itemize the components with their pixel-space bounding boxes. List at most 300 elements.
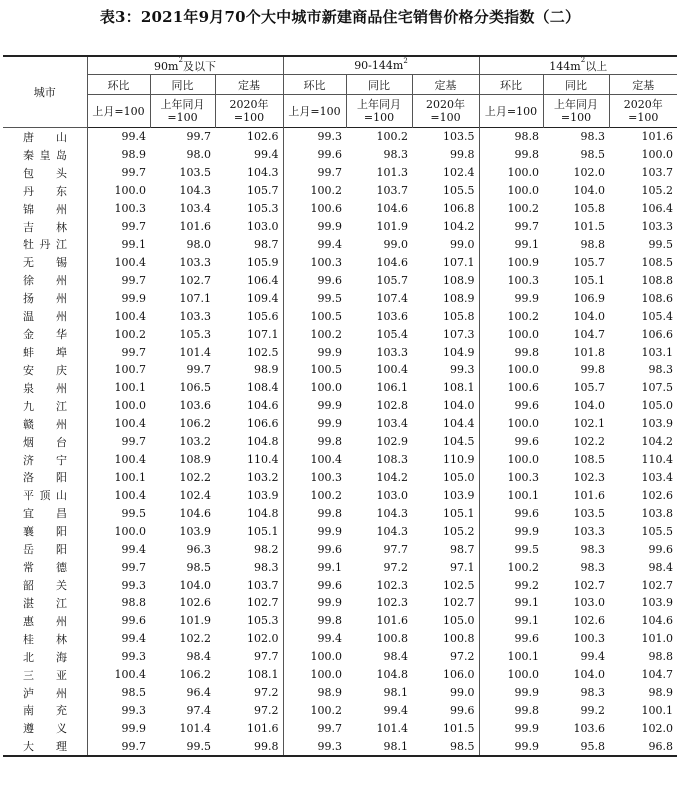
table-row <box>3 558 677 576</box>
table-row <box>3 469 677 487</box>
table-row <box>3 146 677 164</box>
value-cell: 99.7 <box>186 363 211 377</box>
value-cell: 103.4 <box>641 470 673 484</box>
value-cell: 99.8 <box>514 148 539 162</box>
value-cell: 105.3 <box>215 200 283 218</box>
value-cell: 98.8 <box>121 596 146 610</box>
city-cell <box>3 236 87 254</box>
value-cell: 100.2 <box>346 128 412 146</box>
value-cell: 102.0 <box>573 166 605 180</box>
city-cell <box>3 182 87 200</box>
city-name: 济宁 <box>23 453 67 467</box>
city-name: 岳阳 <box>23 543 67 557</box>
value-cell: 98.8 <box>479 128 543 146</box>
value-cell: 102.7 <box>412 594 479 612</box>
value-cell: 104.8 <box>376 668 408 682</box>
value-cell: 99.6 <box>317 542 342 556</box>
value-cell: 99.7 <box>121 273 146 287</box>
city-name: 南充 <box>23 704 67 718</box>
value-cell: 105.5 <box>412 182 479 200</box>
value-cell: 100.2 <box>507 560 539 574</box>
base-header: 上月=100 <box>283 95 346 128</box>
value-cell: 100.0 <box>641 148 673 162</box>
value-cell: 102.5 <box>412 576 479 594</box>
value-cell: 99.5 <box>186 739 211 753</box>
city-name: 湛江 <box>23 596 67 610</box>
value-cell: 102.1 <box>573 417 605 431</box>
value-cell: 99.6 <box>317 148 342 162</box>
value-cell: 99.6 <box>121 614 146 628</box>
value-cell: 103.2 <box>179 435 211 449</box>
sub-header: 定基 <box>412 75 479 95</box>
value-cell: 98.3 <box>580 560 605 574</box>
value-cell: 104.3 <box>179 184 211 198</box>
value-cell: 104.6 <box>376 202 408 216</box>
city-name: 牡丹江 <box>23 238 67 252</box>
table-row <box>3 540 677 558</box>
value-cell: 105.7 <box>573 255 605 269</box>
value-cell: 103.9 <box>215 486 283 504</box>
value-cell: 98.1 <box>383 686 408 700</box>
table-row <box>3 702 677 720</box>
value-cell: 99.6 <box>514 632 539 646</box>
value-cell: 109.4 <box>215 289 283 307</box>
value-cell: 104.2 <box>412 218 479 236</box>
value-cell: 99.9 <box>317 220 342 234</box>
value-cell: 105.3 <box>215 612 283 630</box>
value-cell: 99.7 <box>121 435 146 449</box>
city-cell <box>3 128 87 146</box>
value-cell: 98.0 <box>186 237 211 251</box>
value-cell: 99.9 <box>514 291 539 305</box>
value-cell: 100.0 <box>507 184 539 198</box>
value-cell: 100.7 <box>114 363 146 377</box>
value-cell: 100.4 <box>114 453 146 467</box>
city-cell <box>3 200 87 218</box>
city-cell <box>3 343 87 361</box>
table-row <box>3 451 677 469</box>
value-cell: 106.0 <box>412 666 479 684</box>
value-cell: 99.1 <box>514 596 539 610</box>
city-cell <box>3 719 87 737</box>
value-cell: 103.0 <box>376 488 408 502</box>
city-cell <box>3 594 87 612</box>
value-cell: 99.3 <box>317 739 342 753</box>
value-cell: 99.8 <box>215 737 283 756</box>
table-row <box>3 737 677 756</box>
value-cell: 100.8 <box>412 630 479 648</box>
city-cell <box>3 289 87 307</box>
value-cell: 99.7 <box>121 739 146 753</box>
value-cell: 100.4 <box>114 417 146 431</box>
value-cell: 99.9 <box>317 524 342 538</box>
table-row <box>3 612 677 630</box>
value-cell: 100.0 <box>507 363 539 377</box>
value-cell: 108.5 <box>573 453 605 467</box>
value-cell: 108.9 <box>412 289 479 307</box>
value-cell: 100.2 <box>310 488 342 502</box>
value-cell: 103.9 <box>412 486 479 504</box>
sub-header: 同比 <box>346 75 412 95</box>
city-cell <box>3 146 87 164</box>
value-cell: 104.2 <box>376 470 408 484</box>
value-cell: 100.0 <box>507 327 539 341</box>
value-cell: 103.0 <box>573 596 605 610</box>
value-cell: 100.1 <box>114 381 146 395</box>
base-header: 上年同月=100 <box>150 95 215 128</box>
value-cell: 97.2 <box>412 648 479 666</box>
base-header: 2020年=100 <box>215 95 283 128</box>
city-cell <box>3 576 87 594</box>
value-cell: 102.9 <box>376 435 408 449</box>
table-row <box>3 684 677 702</box>
table-row <box>3 379 677 397</box>
value-cell: 100.3 <box>507 273 539 287</box>
value-cell: 103.3 <box>179 309 211 323</box>
value-cell: 99.4 <box>317 237 342 251</box>
value-cell: 107.3 <box>412 325 479 343</box>
city-name: 宜昌 <box>23 507 67 521</box>
value-cell: 98.4 <box>186 650 211 664</box>
table-header <box>3 56 677 128</box>
value-cell: 103.6 <box>179 399 211 413</box>
value-cell: 99.6 <box>412 702 479 720</box>
value-cell: 102.7 <box>179 273 211 287</box>
value-cell: 99.6 <box>514 506 539 520</box>
value-cell: 103.3 <box>179 255 211 269</box>
value-cell: 100.3 <box>114 202 146 216</box>
value-cell: 99.7 <box>121 345 146 359</box>
value-cell: 99.2 <box>514 578 539 592</box>
value-cell: 99.6 <box>317 578 342 592</box>
value-cell: 108.1 <box>412 379 479 397</box>
value-cell: 100.0 <box>507 166 539 180</box>
value-cell: 100.3 <box>507 470 539 484</box>
table-row <box>3 397 677 415</box>
value-cell: 100.4 <box>114 668 146 682</box>
value-cell: 99.9 <box>514 524 539 538</box>
city-name: 洛阳 <box>23 471 67 485</box>
value-cell: 103.8 <box>641 506 673 520</box>
value-cell: 100.1 <box>114 470 146 484</box>
value-cell: 98.5 <box>186 560 211 574</box>
value-cell: 108.9 <box>179 453 211 467</box>
value-cell: 106.4 <box>641 202 673 216</box>
value-cell: 100.4 <box>114 309 146 323</box>
city-cell <box>3 684 87 702</box>
value-cell: 99.8 <box>317 506 342 520</box>
table-row <box>3 164 677 182</box>
value-cell: 99.3 <box>121 703 146 717</box>
value-cell: 99.5 <box>317 291 342 305</box>
value-cell: 101.4 <box>179 345 211 359</box>
city-name: 唐山 <box>23 130 67 144</box>
value-cell: 99.7 <box>317 721 342 735</box>
value-cell: 99.3 <box>283 128 346 146</box>
value-cell: 104.5 <box>412 433 479 451</box>
value-cell: 97.7 <box>383 542 408 556</box>
value-cell: 102.0 <box>215 630 283 648</box>
city-cell <box>3 451 87 469</box>
value-cell: 99.9 <box>317 345 342 359</box>
value-cell: 99.0 <box>412 684 479 702</box>
table-row <box>3 343 677 361</box>
value-cell: 99.9 <box>514 739 539 753</box>
value-cell: 100.6 <box>310 202 342 216</box>
table-row <box>3 253 677 271</box>
base-header: 上年同月=100 <box>543 95 609 128</box>
value-cell: 104.9 <box>412 343 479 361</box>
value-cell: 104.7 <box>641 668 673 682</box>
value-cell: 99.8 <box>580 363 605 377</box>
value-cell: 101.6 <box>376 614 408 628</box>
value-cell: 103.6 <box>376 309 408 323</box>
value-cell: 105.4 <box>641 309 673 323</box>
value-cell: 104.6 <box>215 397 283 415</box>
city-name: 泸州 <box>23 686 67 700</box>
value-cell: 99.7 <box>150 128 215 146</box>
value-cell: 101.6 <box>179 220 211 234</box>
value-cell: 97.2 <box>215 702 283 720</box>
value-cell: 101.6 <box>215 719 283 737</box>
value-cell: 104.3 <box>376 506 408 520</box>
table-title: 表3：2021年9月70个大中城市新建商品住宅销售价格分类指数（二） <box>99 8 581 26</box>
sub-header: 环比 <box>479 75 543 95</box>
value-cell: 96.3 <box>186 542 211 556</box>
value-cell: 100.0 <box>507 417 539 431</box>
value-cell: 104.4 <box>412 415 479 433</box>
value-cell: 103.6 <box>573 721 605 735</box>
value-cell: 108.4 <box>215 379 283 397</box>
value-cell: 100.0 <box>310 650 342 664</box>
value-cell: 105.6 <box>215 307 283 325</box>
value-cell: 99.6 <box>514 435 539 449</box>
value-cell: 98.3 <box>215 558 283 576</box>
city-cell <box>3 540 87 558</box>
value-cell: 102.6 <box>179 596 211 610</box>
value-cell: 106.4 <box>215 271 283 289</box>
value-cell: 98.3 <box>383 148 408 162</box>
city-cell <box>3 433 87 451</box>
value-cell: 99.7 <box>121 560 146 574</box>
city-name: 徐州 <box>23 274 67 288</box>
value-cell: 101.5 <box>573 220 605 234</box>
city-name: 北海 <box>23 650 67 664</box>
value-cell: 100.0 <box>114 184 146 198</box>
table-row <box>3 325 677 343</box>
city-name: 桂林 <box>23 632 67 646</box>
value-cell: 99.4 <box>121 542 146 556</box>
value-cell: 107.1 <box>215 325 283 343</box>
value-cell: 101.9 <box>179 614 211 628</box>
value-cell: 100.5 <box>310 363 342 377</box>
table-row <box>3 307 677 325</box>
value-cell: 102.2 <box>179 632 211 646</box>
value-cell: 105.7 <box>215 182 283 200</box>
city-name: 三亚 <box>23 668 67 682</box>
price-index-table <box>3 55 677 757</box>
table-row <box>3 361 677 379</box>
value-cell: 105.7 <box>376 273 408 287</box>
city-name: 无锡 <box>23 256 67 270</box>
city-cell <box>3 522 87 540</box>
value-cell: 102.7 <box>215 594 283 612</box>
value-cell: 103.9 <box>641 417 673 431</box>
city-cell <box>3 630 87 648</box>
value-cell: 105.8 <box>412 307 479 325</box>
city-cell <box>3 397 87 415</box>
value-cell: 100.3 <box>573 632 605 646</box>
table-row <box>3 522 677 540</box>
value-cell: 103.9 <box>179 524 211 538</box>
value-cell: 110.4 <box>641 453 673 467</box>
table-row <box>3 630 677 648</box>
value-cell: 99.5 <box>648 237 673 251</box>
value-cell: 103.7 <box>215 576 283 594</box>
value-cell: 98.9 <box>317 686 342 700</box>
table-body <box>3 128 677 757</box>
value-cell: 99.9 <box>514 686 539 700</box>
city-name: 泉州 <box>23 381 67 395</box>
value-cell: 99.4 <box>121 632 146 646</box>
city-cell <box>3 648 87 666</box>
value-cell: 102.6 <box>641 488 673 502</box>
value-cell: 108.6 <box>641 291 673 305</box>
value-cell: 101.9 <box>376 220 408 234</box>
city-name: 丹东 <box>23 184 67 198</box>
value-cell: 105.2 <box>641 184 673 198</box>
value-cell: 105.5 <box>641 524 673 538</box>
value-cell: 105.9 <box>215 253 283 271</box>
table-row <box>3 504 677 522</box>
value-cell: 100.5 <box>310 309 342 323</box>
value-cell: 98.3 <box>543 128 609 146</box>
base-header: 上月=100 <box>479 95 543 128</box>
value-cell: 107.5 <box>641 381 673 395</box>
value-cell: 99.8 <box>514 703 539 717</box>
table-row <box>3 576 677 594</box>
table-row <box>3 218 677 236</box>
value-cell: 98.1 <box>383 739 408 753</box>
value-cell: 102.3 <box>376 578 408 592</box>
value-cell: 100.3 <box>310 470 342 484</box>
city-cell <box>3 271 87 289</box>
table-row <box>3 415 677 433</box>
value-cell: 103.4 <box>376 417 408 431</box>
value-cell: 103.5 <box>179 166 211 180</box>
value-cell: 110.4 <box>215 451 283 469</box>
city-name: 平顶山 <box>23 489 67 503</box>
value-cell: 108.5 <box>641 255 673 269</box>
base-header: 上月=100 <box>87 95 150 128</box>
value-cell: 102.7 <box>573 578 605 592</box>
value-cell: 104.6 <box>376 255 408 269</box>
value-cell: 106.9 <box>573 291 605 305</box>
value-cell: 105.0 <box>641 399 673 413</box>
value-cell: 108.9 <box>412 271 479 289</box>
city-name: 大理 <box>23 740 67 754</box>
value-cell: 104.8 <box>215 433 283 451</box>
value-cell: 98.8 <box>580 237 605 251</box>
value-cell: 102.0 <box>641 721 673 735</box>
value-cell: 104.0 <box>179 578 211 592</box>
city-cell <box>3 218 87 236</box>
value-cell: 101.8 <box>573 345 605 359</box>
value-cell: 99.0 <box>412 236 479 254</box>
table-row <box>3 666 677 684</box>
value-cell: 105.0 <box>412 469 479 487</box>
value-cell: 103.3 <box>573 524 605 538</box>
city-cell <box>3 486 87 504</box>
city-cell <box>3 737 87 756</box>
city-name: 赣州 <box>23 417 67 431</box>
sub-header: 同比 <box>543 75 609 95</box>
value-cell: 106.5 <box>179 381 211 395</box>
table-row <box>3 182 677 200</box>
value-cell: 103.0 <box>215 218 283 236</box>
city-name: 秦皇岛 <box>23 148 67 162</box>
value-cell: 99.1 <box>317 560 342 574</box>
city-cell <box>3 666 87 684</box>
value-cell: 100.2 <box>310 184 342 198</box>
table-row <box>3 271 677 289</box>
value-cell: 104.0 <box>573 668 605 682</box>
value-cell: 105.7 <box>573 381 605 395</box>
value-cell: 100.2 <box>310 703 342 717</box>
value-cell: 98.3 <box>648 363 673 377</box>
value-cell: 99.8 <box>514 345 539 359</box>
city-name: 韶关 <box>23 579 67 592</box>
value-cell: 98.9 <box>215 361 283 379</box>
city-name: 蚌埠 <box>23 346 67 360</box>
value-cell: 99.1 <box>514 614 539 628</box>
value-cell: 99.1 <box>514 237 539 251</box>
table-row <box>3 236 677 254</box>
value-cell: 96.4 <box>186 686 211 700</box>
value-cell: 97.2 <box>383 560 408 574</box>
value-cell: 99.2 <box>580 703 605 717</box>
city-cell <box>3 164 87 182</box>
value-cell: 99.6 <box>648 542 673 556</box>
value-cell: 98.9 <box>648 686 673 700</box>
value-cell: 100.2 <box>507 202 539 216</box>
city-cell <box>3 612 87 630</box>
value-cell: 99.3 <box>121 650 146 664</box>
value-cell: 103.7 <box>376 184 408 198</box>
value-cell: 99.3 <box>121 578 146 592</box>
value-cell: 99.9 <box>317 399 342 413</box>
city-name: 惠州 <box>23 614 67 628</box>
value-cell: 98.4 <box>383 650 408 664</box>
value-cell: 102.3 <box>376 596 408 610</box>
value-cell: 103.5 <box>573 506 605 520</box>
value-cell: 108.1 <box>215 666 283 684</box>
value-cell: 99.3 <box>412 361 479 379</box>
city-cell <box>3 325 87 343</box>
value-cell: 105.8 <box>573 202 605 216</box>
sub-header: 环比 <box>87 75 150 95</box>
value-cell: 101.6 <box>609 128 677 146</box>
value-cell: 104.7 <box>573 327 605 341</box>
city-name: 温州 <box>23 310 67 324</box>
value-cell: 98.3 <box>580 542 605 556</box>
city-cell <box>3 361 87 379</box>
value-cell: 99.8 <box>317 614 342 628</box>
city-cell <box>3 307 87 325</box>
city-cell <box>3 504 87 522</box>
value-cell: 104.0 <box>412 397 479 415</box>
value-cell: 99.9 <box>121 721 146 735</box>
